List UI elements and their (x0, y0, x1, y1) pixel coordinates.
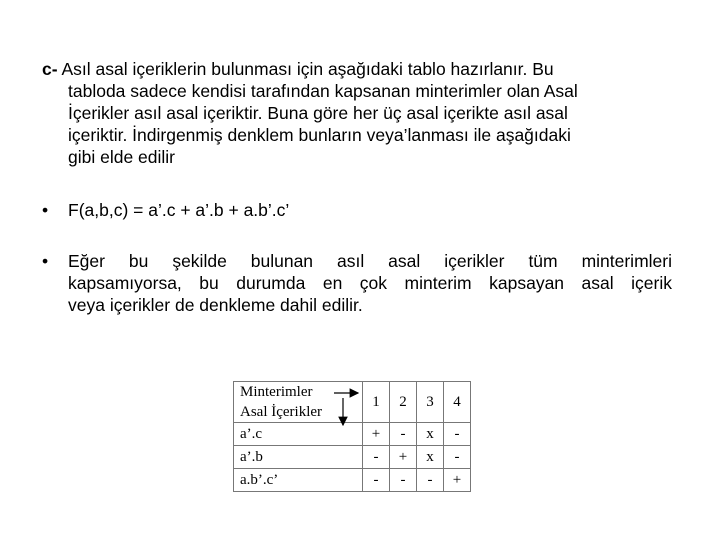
intro-paragraph (42, 58, 662, 168)
paragraph-line: gibi elde edilir (68, 147, 176, 167)
paragraph-text: Asıl asal içeriklerin bulunması için aşağıdaki tablo hazırlanır. Bu (57, 59, 554, 79)
bullet-dot: • (42, 200, 49, 220)
table-cell: - (444, 423, 471, 446)
table-cell: + (363, 423, 390, 446)
table-cell: + (390, 446, 417, 469)
paragraph-label: c- (42, 59, 58, 79)
table-row (234, 446, 471, 469)
column-header: 3 (417, 382, 444, 423)
table-cell: - (390, 423, 417, 446)
formula-text: F(a,b,c) = a’.c + a’.b + a.b’.c’ (68, 200, 290, 220)
note-line: Eğer bu şekilde bulunan asıl asal içerikler tüm minterimleri (68, 251, 672, 271)
table-cell: x (417, 446, 444, 469)
paragraph-line: İçerikler asıl asal içeriktir. Buna göre her üç asal içerikte asıl asal (68, 103, 568, 123)
column-header: 1 (363, 382, 390, 423)
bullet-dot: • (42, 251, 49, 271)
prime-implicant-table (233, 381, 471, 492)
note-line: veya içerikler de denkleme dahil edilir. (68, 295, 363, 315)
row-label: a’.c (234, 423, 363, 446)
column-header: 2 (390, 382, 417, 423)
row-label: a.b’.c’ (234, 469, 363, 492)
paragraph-line (42, 58, 662, 80)
table-cell: - (390, 469, 417, 492)
header-prime-implicants: Asal İçerikler (234, 402, 363, 423)
table-cell: - (363, 469, 390, 492)
table-cell: - (444, 446, 471, 469)
table-cell: - (417, 469, 444, 492)
header-minterms: Minterimler (234, 382, 363, 403)
paragraph-line: tabloda sadece kendisi tarafından kapsanan minterimler olan Asal (68, 81, 578, 101)
table-cell: + (444, 469, 471, 492)
row-label: a’.b (234, 446, 363, 469)
note-text (68, 250, 672, 316)
table-cell: x (417, 423, 444, 446)
paragraph-line: içeriktir. İndirgenmiş denklem bunların veya’lanması ile aşağıdaki (68, 125, 571, 145)
table-row (234, 423, 471, 446)
table-cell: - (363, 446, 390, 469)
table-header-row (234, 382, 471, 403)
column-header: 4 (444, 382, 471, 423)
table-row (234, 469, 471, 492)
note-line: kapsamıyorsa, bu durumda en çok minterim kapsayan asal içerik (68, 273, 672, 293)
